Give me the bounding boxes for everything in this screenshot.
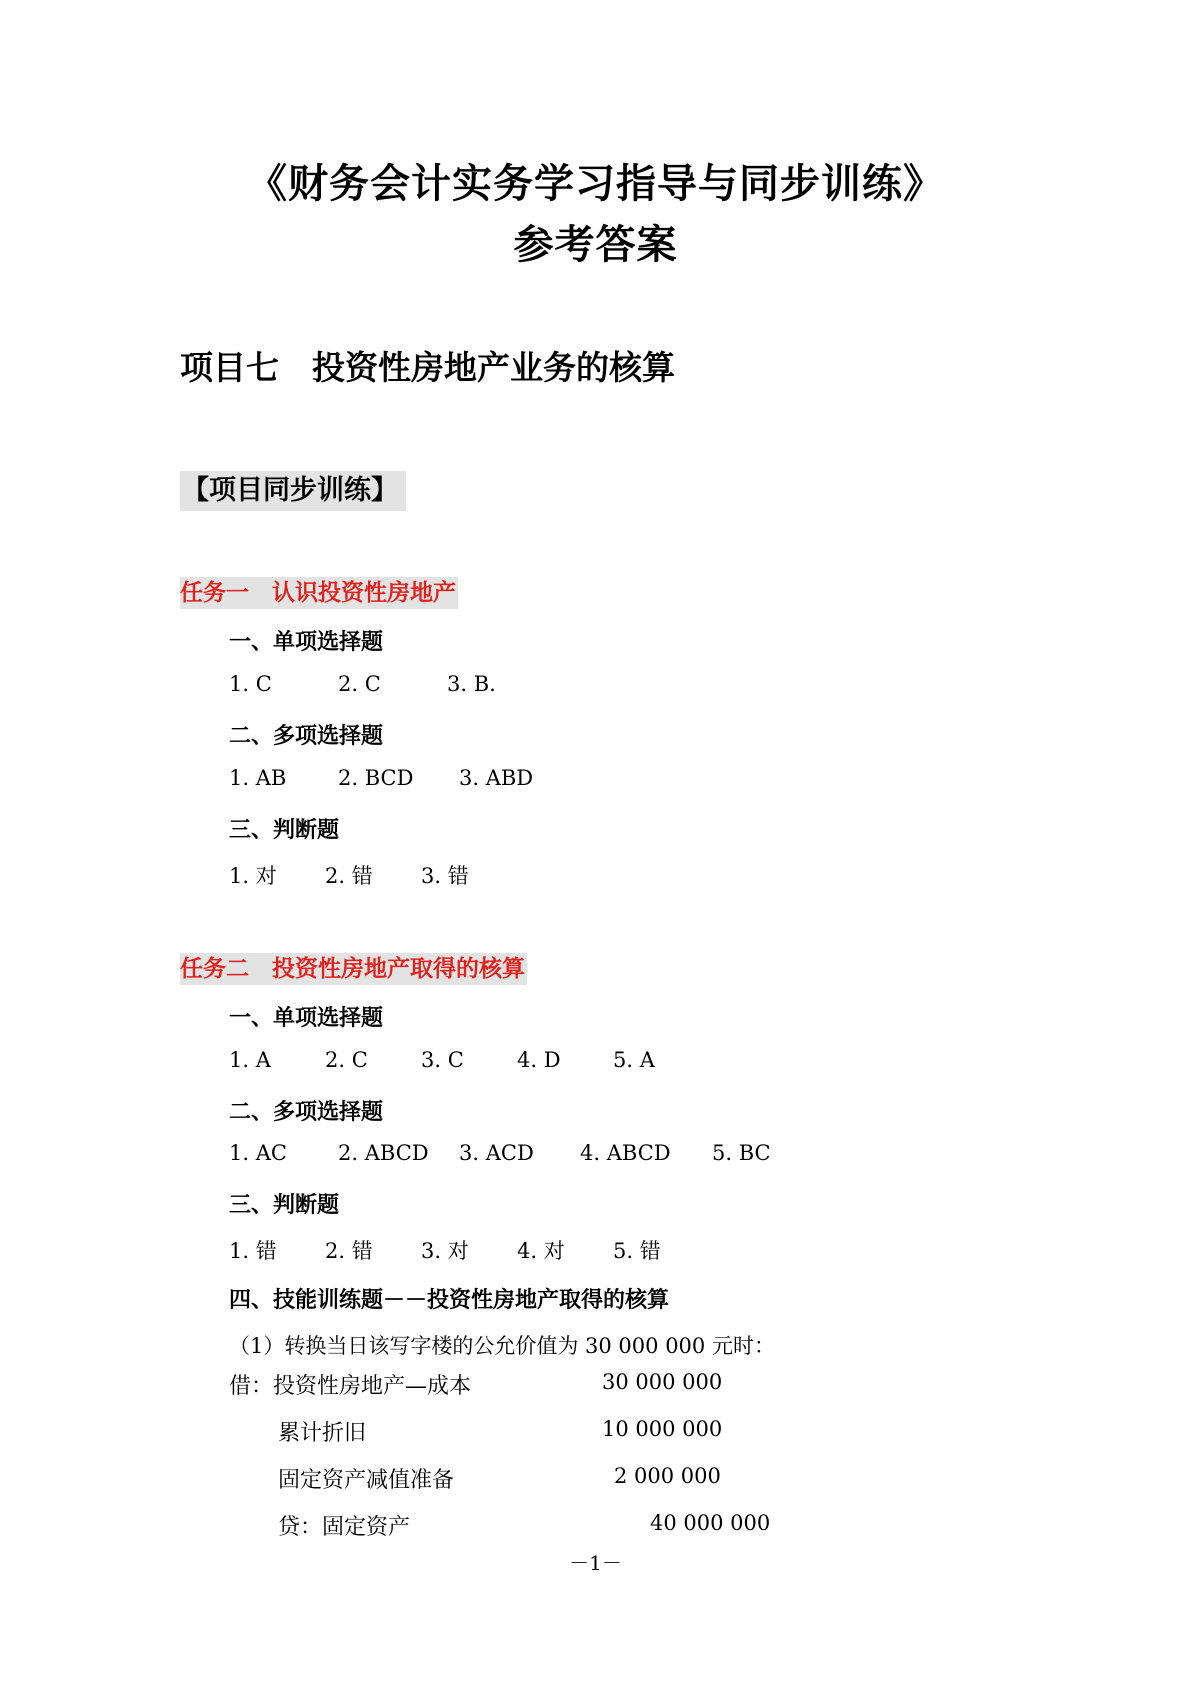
task2-true-false-answers [229, 1235, 661, 1265]
answer-item: 5. 错 [613, 1239, 661, 1263]
document-subtitle: 参考答案 [513, 222, 678, 268]
task2-multi-choice-heading: 二、多项选择题 [229, 1100, 384, 1125]
journal-entry-amount: 30 000 000 [602, 1370, 723, 1394]
answer-item: 5. A [613, 1048, 655, 1072]
answer-item: 2. C [325, 1048, 368, 1072]
answer-item: 2. BCD [338, 766, 414, 790]
answer-item: 4. 对 [517, 1239, 565, 1263]
answer-item: 1. 对 [229, 864, 277, 888]
journal-entry-account: 累计折旧 [278, 1421, 367, 1446]
task1-title: 任务一 认识投资性房地产 [180, 577, 458, 609]
answer-item: 3. B. [447, 672, 496, 696]
answer-item: 2. 错 [325, 864, 373, 888]
answer-item: 3. ABD [459, 766, 534, 790]
task2-single-choice-heading: 一、单项选择题 [229, 1006, 384, 1031]
journal-entry-account: 借：投资性房地产—成本 [229, 1374, 472, 1399]
answer-item: 2. 错 [325, 1239, 373, 1263]
answer-item: 1. AB [229, 766, 287, 790]
task1-single-choice-answers [229, 672, 496, 696]
journal-entry-account: 贷：固定资产 [278, 1515, 411, 1540]
task1-multi-choice-answers [229, 766, 533, 790]
answer-item: 4. ABCD [580, 1141, 671, 1165]
page-number: －1－ [569, 1551, 622, 1575]
task1-true-false-heading: 三、判断题 [229, 818, 340, 843]
task2-skill-heading: 四、技能训练题－－投资性房地产取得的核算 [229, 1288, 670, 1313]
answer-item: 1. 错 [229, 1239, 277, 1263]
answer-item: 1. A [229, 1048, 271, 1072]
answer-item: 3. ACD [459, 1141, 534, 1165]
project-title: 项目七 投资性房地产业务的核算 [180, 348, 675, 387]
task2-multi-choice-answers [229, 1141, 771, 1165]
section-label: 【项目同步训练】 [180, 471, 406, 511]
answer-item: 3. 对 [421, 1239, 469, 1263]
task2-title: 任务二 投资性房地产取得的核算 [180, 953, 527, 985]
task2-single-choice-answers [229, 1048, 655, 1072]
journal-entry-amount: 10 000 000 [602, 1417, 723, 1441]
skill-case-intro: （1）转换当日该写字楼的公允价值为 30 000 000 元时： [229, 1334, 775, 1358]
task1-true-false-answers [229, 860, 469, 890]
journal-entry-account: 固定资产减值准备 [278, 1468, 455, 1493]
answer-item: 2. C [338, 672, 381, 696]
journal-entry-amount: 40 000 000 [650, 1511, 771, 1535]
document-title: 《财务会计实务学习指导与同步训练》 [247, 161, 944, 207]
answer-item: 1. AC [229, 1141, 287, 1165]
task1-multi-choice-heading: 二、多项选择题 [229, 724, 384, 749]
answer-item: 4. D [517, 1048, 561, 1072]
task2-true-false-heading: 三、判断题 [229, 1193, 340, 1218]
answer-item: 2. ABCD [338, 1141, 429, 1165]
answer-item: 3. 错 [421, 864, 469, 888]
answer-item: 3. C [421, 1048, 464, 1072]
journal-entry-amount: 2 000 000 [614, 1464, 721, 1488]
answer-item: 5. BC [712, 1141, 771, 1165]
task1-single-choice-heading: 一、单项选择题 [229, 630, 384, 655]
answer-item: 1. C [229, 672, 272, 696]
